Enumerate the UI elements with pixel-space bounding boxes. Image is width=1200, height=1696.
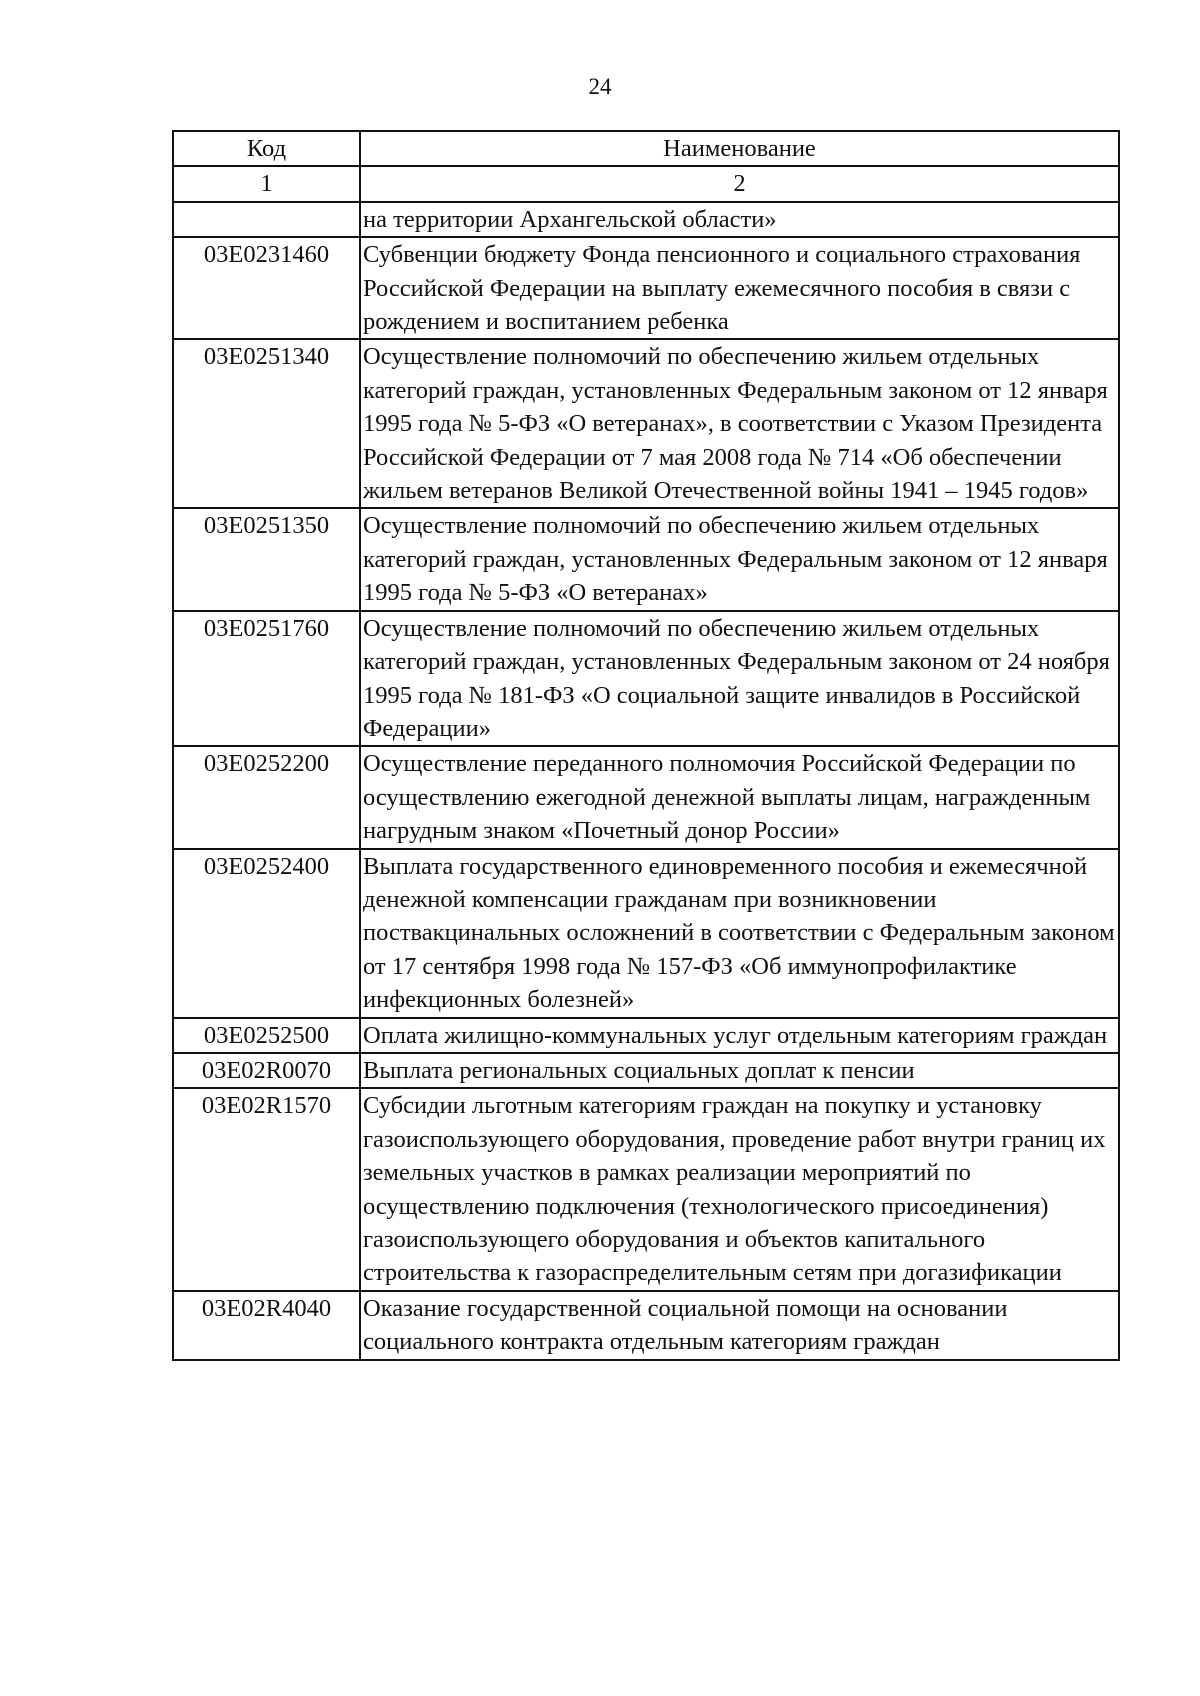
row-code: 03Е0252200 [173, 746, 360, 848]
row-name: на территории Архангельской области» [360, 202, 1119, 237]
row-code: 03Е02R1570 [173, 1088, 360, 1290]
column-number-name: 2 [360, 166, 1119, 201]
table-row [173, 339, 1119, 508]
row-code: 03Е0251760 [173, 611, 360, 747]
row-code: 03Е02R0070 [173, 1053, 360, 1088]
table-row [173, 237, 1119, 339]
row-name: Осуществление полномочий по обеспечению жильем отдельных категорий граждан, установленных Федеральным законом от 12 января 1995 года № 5-ФЗ «О ветеранах», в соответствии с Указом Президента Российской Федерации от 7 мая 2008 года № 714 «Об обеспечении жильем ветеранов Великой Отечественной войны 1941 – 1945 годов» [360, 339, 1119, 508]
row-code: 03Е0252500 [173, 1018, 360, 1053]
row-name: Оплата жилищно-коммунальных услуг отдельным категориям граждан [360, 1018, 1119, 1053]
table-row [173, 611, 1119, 747]
row-name: Выплата государственного единовременного пособия и ежемесячной денежной компенсации гражданам при возникновении поствакцинальных осложнений в соответствии с Федеральным законом от 17 сентября 1998 года № 157-ФЗ «Об иммунопрофилактике инфекционных болезней» [360, 849, 1119, 1018]
table-row [173, 1018, 1119, 1053]
budget-codes-table [172, 130, 1120, 1361]
header-code: Код [173, 131, 360, 166]
row-code [173, 202, 360, 237]
row-name: Субсидии льготным категориям граждан на покупку и установку газоиспользующего оборудования, проведение работ внутри границ их земельных участков в рамках реализации мероприятий по осуществлению подключения (технологического присоединения) газоиспользующего оборудования и объектов капитального строительства к газораспределительным сетям при догазификации [360, 1088, 1119, 1290]
table-header-row [173, 131, 1119, 166]
table-row [173, 202, 1119, 237]
row-code: 03Е0252400 [173, 849, 360, 1018]
row-name: Выплата региональных социальных доплат к пенсии [360, 1053, 1119, 1088]
table-row [173, 1053, 1119, 1088]
column-number-code: 1 [173, 166, 360, 201]
row-name: Осуществление переданного полномочия Российской Федерации по осуществлению ежегодной денежной выплаты лицам, награжденным нагрудным знаком «Почетный донор России» [360, 746, 1119, 848]
row-code: 03Е02R4040 [173, 1291, 360, 1360]
column-number-row [173, 166, 1119, 201]
table-row [173, 1291, 1119, 1360]
row-code: 03Е0251350 [173, 508, 360, 610]
row-code: 03Е0251340 [173, 339, 360, 508]
row-code: 03Е0231460 [173, 237, 360, 339]
row-name: Субвенции бюджету Фонда пенсионного и социального страхования Российской Федерации на выплату ежемесячного пособия в связи с рождением и воспитанием ребенка [360, 237, 1119, 339]
table-row [173, 746, 1119, 848]
row-name: Оказание государственной социальной помощи на основании социального контракта отдельным категориям граждан [360, 1291, 1119, 1360]
table-row [173, 1088, 1119, 1290]
page-number: 24 [588, 74, 612, 99]
table-row [173, 849, 1119, 1018]
header-name: Наименование [360, 131, 1119, 166]
row-name: Осуществление полномочий по обеспечению жильем отдельных категорий граждан, установленных Федеральным законом от 24 ноября 1995 года № 181-ФЗ «О социальной защите инвалидов в Российской Федерации» [360, 611, 1119, 747]
row-name: Осуществление полномочий по обеспечению жильем отдельных категорий граждан, установленных Федеральным законом от 12 января 1995 года № 5-ФЗ «О ветеранах» [360, 508, 1119, 610]
table-row [173, 508, 1119, 610]
